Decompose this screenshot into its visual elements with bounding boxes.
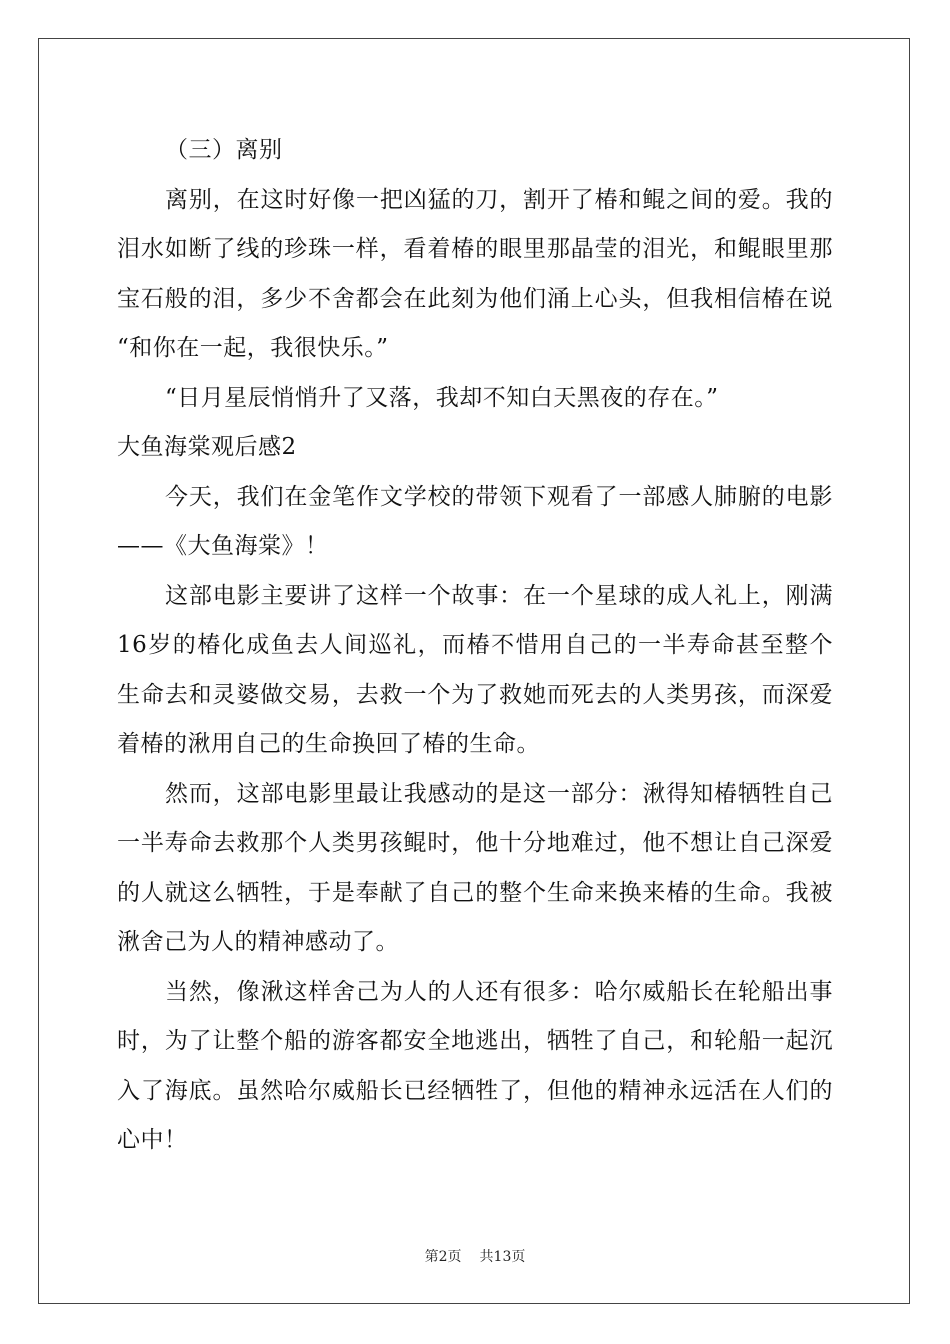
paragraph-line: 一半寿命去救那个人类男孩鲲时，他十分地难过，他不想让自己深爱 — [117, 830, 833, 856]
paragraph-line: 湫舍己为人的精神感动了。 — [117, 929, 399, 955]
paragraph-line: 着椿的湫用自己的生命换回了椿的生命。 — [117, 731, 540, 757]
page-footer — [0, 1246, 950, 1266]
page-total: 共13页 — [479, 1249, 526, 1265]
page-number: 第2页 — [424, 1249, 462, 1265]
paragraph-line: 泪水如断了线的珍珠一样，看着椿的眼里那晶莹的泪光，和鲲眼里那 — [117, 236, 833, 262]
paragraph-line: 生命去和灵婆做交易，去救一个为了救她而死去的人类男孩，而深爱 — [117, 681, 833, 708]
paragraph-line: 离别，在这时好像一把凶猛的刀，割开了椿和鲲之间的爱。我的 — [165, 186, 833, 213]
paragraph-line: “和你在一起，我很快乐。” — [117, 335, 389, 361]
paragraph-line: 然而，这部电影里最让我感动的是这一部分：湫得知椿牺牲自己 — [165, 780, 833, 807]
section-heading: （三）离别 — [165, 137, 283, 163]
paragraph-line: 的人就这么牺牲，于是奉献了自己的整个生命来换来椿的生命。我被 — [117, 879, 833, 906]
paragraph-line: 宝石般的泪，多少不舍都会在此刻为他们涌上心头，但我相信椿在说 — [117, 285, 833, 312]
paragraph-line: 16岁的椿化成鱼去人间巡礼，而椿不惜用自己的一半寿命甚至整个 — [117, 632, 833, 658]
paragraph-line: 心中！ — [117, 1127, 188, 1153]
article-title: 大鱼海棠观后感2 — [117, 434, 297, 460]
quote-line: “日月星辰悄悄升了又落，我却不知白天黑夜的存在。” — [165, 384, 719, 411]
paragraph-line: ——《大鱼海棠》！ — [117, 533, 329, 559]
paragraph-line: 当然，像湫这样舍己为人的人还有很多：哈尔威船长在轮船出事 — [165, 978, 833, 1005]
document-body — [117, 126, 833, 1166]
paragraph-line: 这部电影主要讲了这样一个故事：在一个星球的成人礼上，刚满 — [165, 582, 833, 609]
paragraph-line: 入了海底。虽然哈尔威船长已经牺牲了，但他的精神永远活在人们的 — [117, 1077, 833, 1104]
paragraph-line: 今天，我们在金笔作文学校的带领下观看了一部感人肺腑的电影 — [165, 483, 833, 510]
paragraph-line: 时，为了让整个船的游客都安全地逃出，牺牲了自己，和轮船一起沉 — [117, 1028, 833, 1054]
